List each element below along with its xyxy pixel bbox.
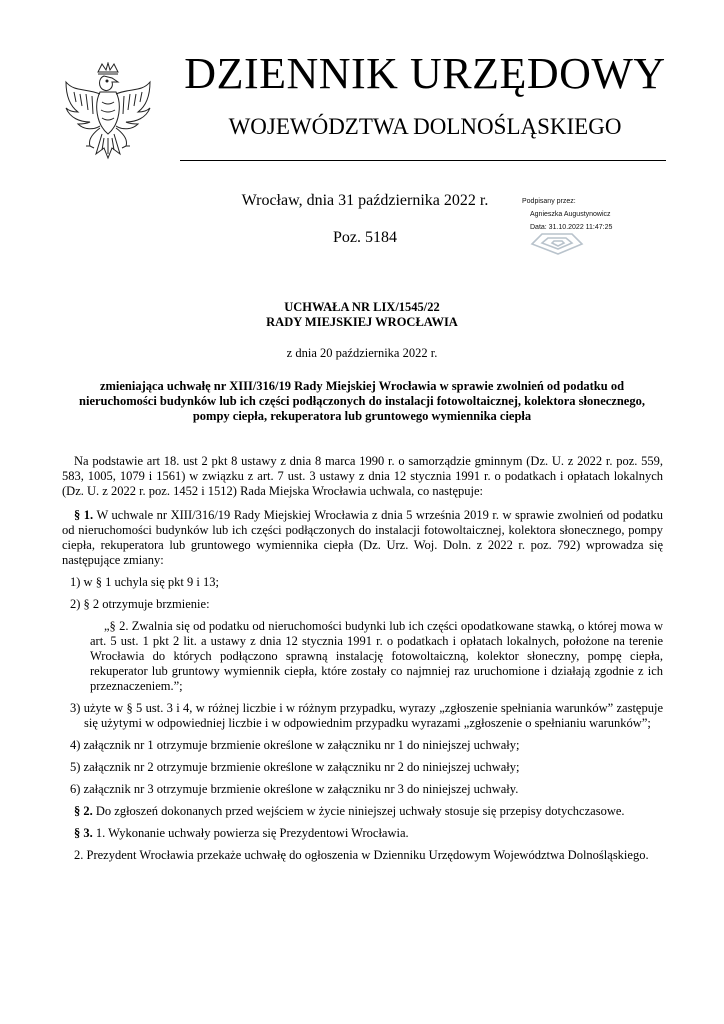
- resolution-body: [62, 454, 663, 870]
- amendment-item-2: 2) § 2 otrzymuje brzmienie:: [70, 597, 210, 611]
- amendment-item-3: 3) użyte w § 5 ust. 3 i 4, w różnej liczbie i w różnym przypadku, wyrazy „zgłoszenie spełniania warunków” zastępuje się użytymi w odpowiedniej liczbie i w odpowiednim przypadku wyrazami „zgłoszenie o spełnianiu warunków”;: [70, 701, 663, 730]
- resolution-council: RADY MIEJSKIEJ WROCŁAWIA: [266, 315, 458, 329]
- amendment-item-1: 1) w § 1 uchyla się pkt 9 i 13;: [70, 575, 219, 589]
- section-3-text: 1. Wykonanie uchwały powierza się Prezydentowi Wrocławia.: [95, 826, 409, 840]
- signature-label: Podpisany przez:: [522, 198, 576, 205]
- section-1: [62, 508, 663, 568]
- resolution-header: [62, 300, 662, 330]
- section-3-marker: § 3.: [74, 826, 93, 840]
- white-eagle-emblem-icon: [60, 62, 156, 172]
- preamble: Na podstawie art 18. ust 2 pkt 8 ustawy z dnia 8 marca 1990 r. o samorządzie gminnym (Dz. U. z 2022 r. poz. 559, 583, 1005, 1079 i 1561) w związku z art. 7 ust. 3 ustawy z dnia 12 stycznia 1991 r. o podatkach i opłatach lokalnych (Dz. U. z 2022 r. poz. 1452 i 1512) Rada Miejska Wrocławia uchwala, co następuje:: [62, 454, 663, 498]
- section-1-text: W uchwale nr XIII/316/19 Rady Miejskiej Wrocławia z dnia 5 września 2019 r. w sprawie zwolnień od podatku od nieruchomości budynków lub ich części podłączonych do instalacji fotowoltaicznej, kolektora słonecznego, pompy ciepła, rekuperatora lub gruntowego wymiennika ciepła (Dz. Urz. Woj. Doln. z 2022 r. poz. 792) wprowadza się następujące zmiany:: [62, 508, 664, 567]
- section-2-text: Do zgłoszeń dokonanych przed wejściem w życie niniejszej uchwały stosuje się przepisy dotychczasowe.: [95, 804, 625, 818]
- publication-position: Poz. 5184: [333, 229, 397, 246]
- publication-place-date: Wrocław, dnia 31 października 2022 r.: [241, 192, 489, 209]
- signature-date: Data: 31.10.2022 11:47:25: [530, 224, 613, 231]
- resolution-date: z dnia 20 października 2022 r.: [286, 346, 438, 360]
- section-2-marker: § 2.: [74, 804, 93, 818]
- resolution-subject: zmieniająca uchwałę nr XIII/316/19 Rady Miejskiej Wrocławia w sprawie zwolnień od podatku od nieruchomości budynków lub ich części podłączonych do instalacji fotowoltaicznej, kolektora słonecznego, pompy ciepła, rekuperatora lub gruntowego wymiennika ciepła: [79, 379, 645, 423]
- journal-subtitle: WOJEWÓDZTWA DOLNOŚLĄSKIEGO: [228, 114, 622, 139]
- section-3: [62, 826, 663, 841]
- section-1-marker: § 1.: [74, 508, 94, 522]
- amendment-quote: „§ 2. Zwalnia się od podatku od nieruchomości budynki lub ich części opodatkowane stawką, o której mowa w art. 5 ust. 1 pkt 2 lit. a ustawy z dnia 12 stycznia 1991 r. o podatkach i opłatach lokalnych, położone na terenie Wrocławia do których podłączono sprawną instalację fotowoltaiczną, kolektor słoneczny, pompę ciepła, rekuperator lub gruntowy wymiennik ciepła, które zostały co najmniej raz uruchomione i działają zgodnie z ich przeznaczeniem.”;: [90, 619, 663, 693]
- signature-name: Agnieszka Augustynowicz: [530, 211, 611, 218]
- amendment-item-5: 5) załącznik nr 2 otrzymuje brzmienie określone w załączniku nr 2 do niniejszej uchwały;: [70, 760, 520, 774]
- resolution-number: UCHWAŁA NR LIX/1545/22: [284, 300, 440, 314]
- digital-signature-block: [522, 196, 672, 256]
- amendment-item-4: 4) załącznik nr 1 otrzymuje brzmienie określone w załączniku nr 1 do niniejszej uchwały;: [70, 738, 520, 752]
- section-2: [62, 804, 663, 819]
- masthead-divider: [180, 160, 666, 161]
- amendment-item-6: 6) załącznik nr 3 otrzymuje brzmienie określone w załączniku nr 3 do niniejszej uchwały.: [70, 782, 519, 796]
- digital-signature-icon: [528, 228, 586, 256]
- journal-title: DZIENNIK URZĘDOWY: [184, 49, 666, 98]
- section-3-paragraph-2: 2. Prezydent Wrocławia przekaże uchwałę do ogłoszenia w Dzienniku Urzędowym Województwa Dolnośląskiego.: [74, 848, 649, 862]
